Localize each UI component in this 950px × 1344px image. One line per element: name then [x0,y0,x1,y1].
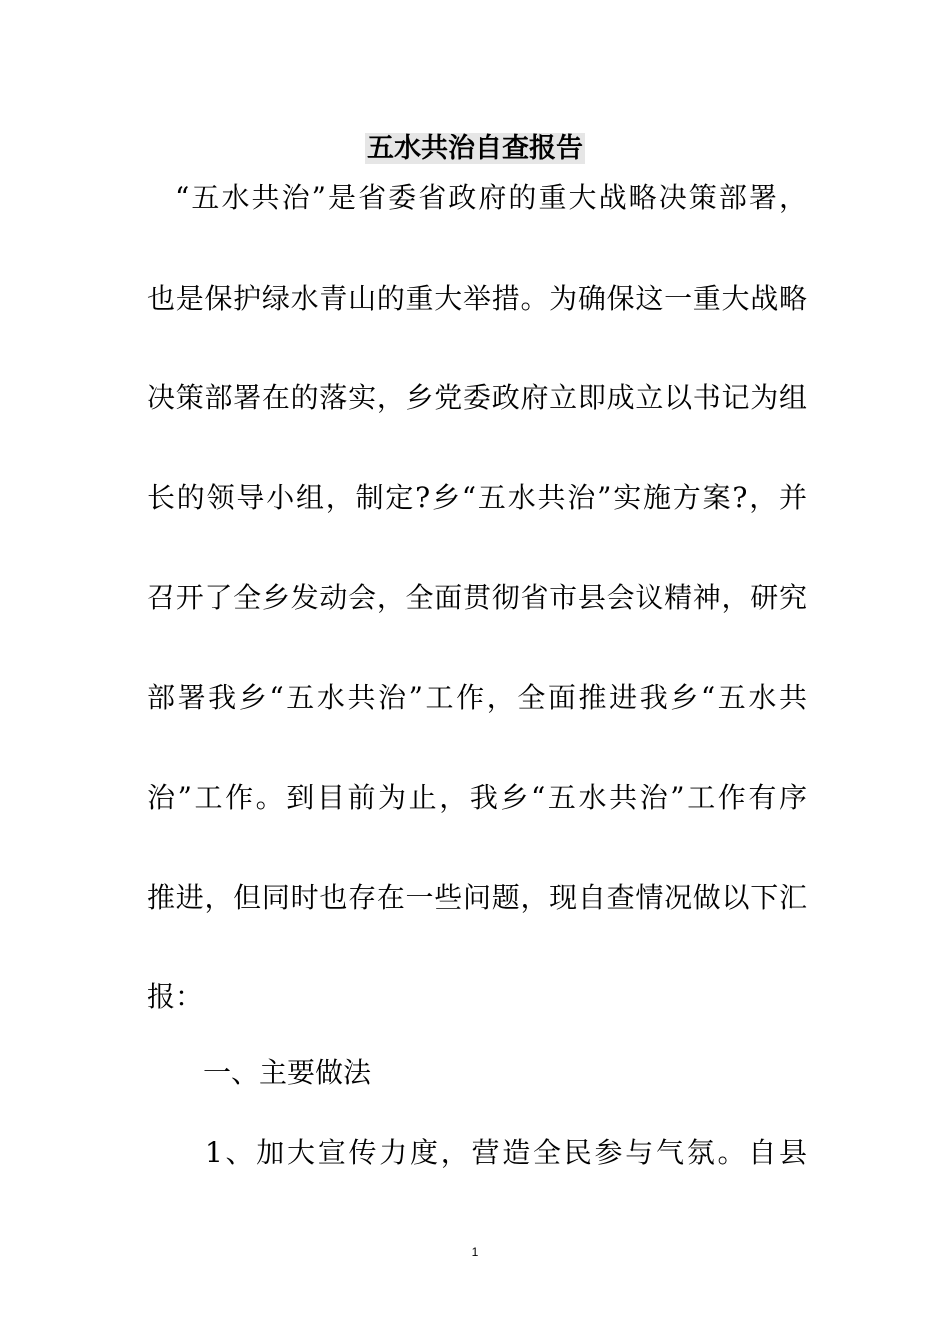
paragraph-line-2: 也是保护绿水青山的重大举措。为确保这一重大战略 [147,282,807,315]
paragraph-line-4: 长的领导小组，制定?乡“五水共治”实施方案?，并 [147,481,807,514]
paragraph-line-7: 治”工作。到目前为止，我乡“五水共治”工作有序 [147,781,807,814]
paragraph-line-9: 报： [147,980,204,1013]
page-number: 1 [471,1245,479,1259]
document-title [0,129,950,169]
paragraph-line-3: 决策部署在的落实，乡党委政府立即成立以书记为组 [147,381,807,414]
paragraph-line-8: 推进，但同时也存在一些问题，现自查情况做以下汇 [147,881,807,914]
paragraph-line-1: “五水共治”是省委省政府的重大战略决策部署， [175,181,807,214]
item-line-1: 1、加大宣传力度，营造全民参与气氛。自县 [205,1136,807,1169]
section-heading: 一、主要做法 [203,1056,372,1089]
paragraph-line-5: 召开了全乡发动会，全面贯彻省市县会议精神，研究 [147,581,807,614]
title-text: 五水共治自查报告 [367,133,583,164]
paragraph-line-6: 部署我乡“五水共治”工作，全面推进我乡“五水共 [147,681,807,714]
